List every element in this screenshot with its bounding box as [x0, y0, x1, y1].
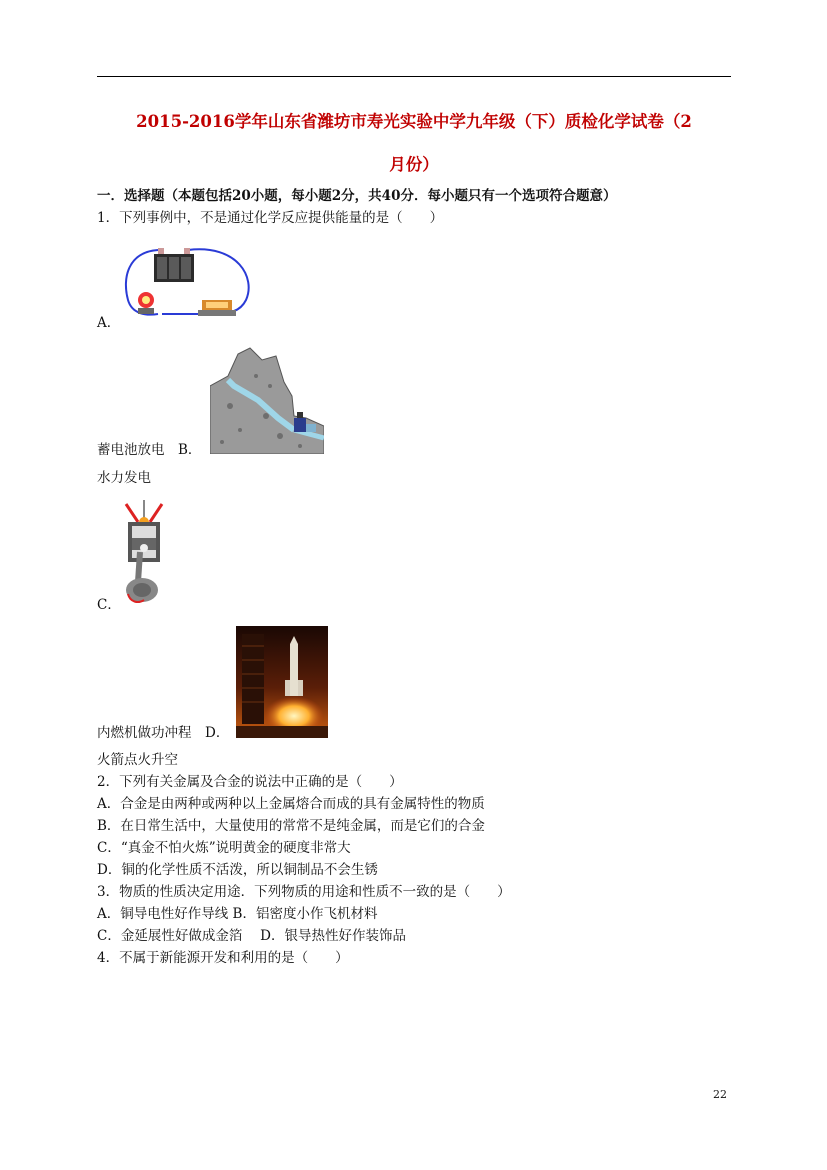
hydro-power-image	[210, 346, 324, 454]
question-3-stem: 3．物质的性质决定用途．下列物质的用途和性质不一致的是（ ）	[97, 884, 511, 900]
option-a-caption: 蓄电池放电	[97, 442, 165, 458]
option-d-caption: 火箭点火升空	[97, 752, 178, 768]
question-4-stem: 4．不属于新能源开发和利用的是（ ）	[97, 950, 349, 966]
rocket-launch-image	[236, 626, 328, 738]
question-3-options-cd: C．金延展性好做成金箔 D．银导热性好作装饰品	[97, 928, 406, 944]
option-c-caption-row	[97, 724, 229, 742]
section-heading: 一．选择题（本题包括20小题，每小题2分，共40分．每小题只有一个选项符合题意）	[97, 188, 617, 204]
page-title-line-2: 月份）	[389, 155, 439, 174]
question-2-option-a: A．合金是由两种或两种以上金属熔合而成的具有金属特性的物质	[97, 796, 485, 812]
battery-circuit-image	[118, 238, 254, 326]
option-c-letter: C．	[97, 597, 121, 613]
question-2-option-d: D．铜的化学性质不活泼，所以铜制品不会生锈	[97, 862, 378, 878]
page-number: 22	[713, 1088, 727, 1101]
question-2-option-c: C．“真金不怕火炼”说明黄金的硬度非常大	[97, 840, 351, 856]
question-3-options-ab: A．铜导电性好作导线 B．铝密度小作飞机材料	[97, 906, 378, 922]
option-b-letter: B．	[178, 442, 202, 458]
option-c-caption: 内燃机做功冲程	[97, 725, 192, 741]
option-b-caption: 水力发电	[97, 470, 151, 486]
question-2-stem: 2．下列有关金属及合金的说法中正确的是（ ）	[97, 774, 403, 790]
option-a-caption-row	[97, 441, 201, 459]
question-1-stem: 1．下列事例中，不是通过化学反应提供能量的是（ ）	[97, 210, 444, 226]
page-title-line-1: 2015-2016学年山东省潍坊市寿光实验中学九年级（下）质检化学试卷（2	[136, 112, 692, 131]
option-a-letter: A．	[97, 315, 121, 331]
question-2-option-b: B．在日常生活中，大量使用的常常不是纯金属，而是它们的合金	[97, 818, 485, 834]
header-rule	[97, 76, 731, 77]
engine-piston-image	[118, 498, 170, 608]
option-d-letter: D．	[205, 725, 230, 741]
